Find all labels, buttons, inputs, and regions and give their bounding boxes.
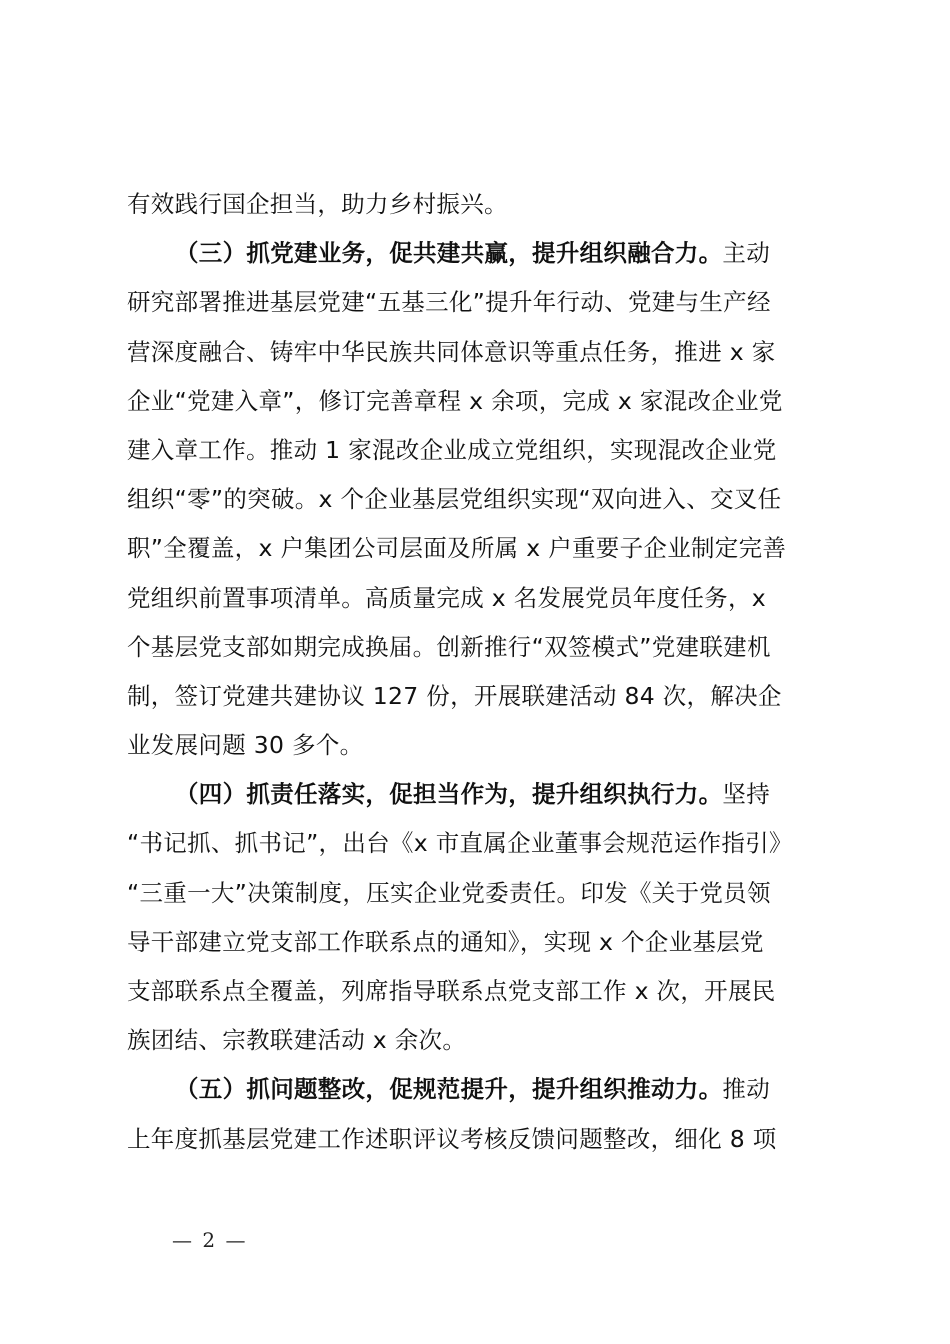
section-heading-3: （三）抓党建业务，促共建共赢，提升组织融合力。 bbox=[175, 239, 723, 268]
text-line bbox=[127, 524, 833, 573]
line-text: 建入章工作。推动 1 家混改企业成立党组织，实现混改企业党 bbox=[127, 435, 777, 464]
text-line bbox=[127, 819, 833, 868]
text-line bbox=[127, 672, 833, 721]
document-body bbox=[127, 180, 833, 1164]
line-text: 有效践行国企担当，助力乡村振兴。 bbox=[127, 190, 508, 218]
section-heading-line bbox=[127, 770, 833, 819]
text-line bbox=[127, 1115, 833, 1164]
page-number: — 2 — bbox=[172, 1228, 248, 1252]
text-line bbox=[127, 721, 833, 770]
line-text: 党组织前置事项清单。高质量完成 x 名发展党员年度任务，x bbox=[127, 583, 766, 612]
line-text: 个基层党支部如期完成换届。创新推行“双签模式”党建联建机 bbox=[127, 632, 771, 661]
line-text: “书记抓、抓书记”，出台《x 市直属企业董事会规范运作指引》 bbox=[127, 829, 793, 858]
text-line bbox=[127, 967, 833, 1016]
line-text: 导干部建立党支部工作联系点的通知》，实现 x 个企业基层党 bbox=[127, 927, 764, 956]
text-line bbox=[127, 328, 833, 377]
line-text: 上年度抓基层党建工作述职评议考核反馈问题整改，细化 8 项 bbox=[127, 1124, 777, 1153]
text-line bbox=[127, 574, 833, 623]
line-text: 制，签订党建共建协议 127 份，开展联建活动 84 次，解决企 bbox=[127, 681, 782, 710]
line-text: 业发展问题 30 多个。 bbox=[127, 731, 364, 760]
text-line bbox=[127, 426, 833, 475]
line-text: 支部联系点全覆盖，列席指导联系点党支部工作 x 次，开展民 bbox=[127, 977, 776, 1005]
line-text: 研究部署推进基层党建“五基三化”提升年行动、党建与生产经 bbox=[127, 288, 771, 317]
line-text: 族团结、宗教联建活动 x 余次。 bbox=[127, 1026, 467, 1055]
text-line bbox=[127, 377, 833, 426]
line-text: 组织“零”的突破。x 个企业基层党组织实现“双向进入、交叉任 bbox=[127, 485, 782, 514]
section-heading-line bbox=[127, 229, 833, 278]
line-text: 职”全覆盖，x 户集团公司层面及所属 x 户重要子企业制定完善 bbox=[127, 534, 787, 563]
line-text: 主动 bbox=[722, 239, 771, 268]
text-line bbox=[127, 278, 833, 327]
line-text: 推动 bbox=[722, 1075, 771, 1104]
line-text: “三重一大”决策制度，压实企业党委责任。印发《关于党员领 bbox=[127, 878, 771, 907]
text-line bbox=[127, 918, 833, 967]
text-line bbox=[127, 623, 833, 672]
section-heading-5: （五）抓问题整改，促规范提升，提升组织推动力。 bbox=[175, 1075, 723, 1104]
text-line bbox=[127, 475, 833, 524]
line-text: 坚持 bbox=[722, 780, 771, 809]
text-line bbox=[127, 180, 833, 229]
section-heading-line bbox=[127, 1065, 833, 1114]
line-text: 营深度融合、铸牢中华民族共同体意识等重点任务，推进 x 家 bbox=[127, 337, 776, 366]
line-text: 企业“党建入章”，修订完善章程 x 余项，完成 x 家混改企业党 bbox=[127, 386, 783, 415]
section-heading-4: （四）抓责任落实，促担当作为，提升组织执行力。 bbox=[175, 780, 723, 809]
text-line bbox=[127, 1016, 833, 1065]
text-line bbox=[127, 869, 833, 918]
